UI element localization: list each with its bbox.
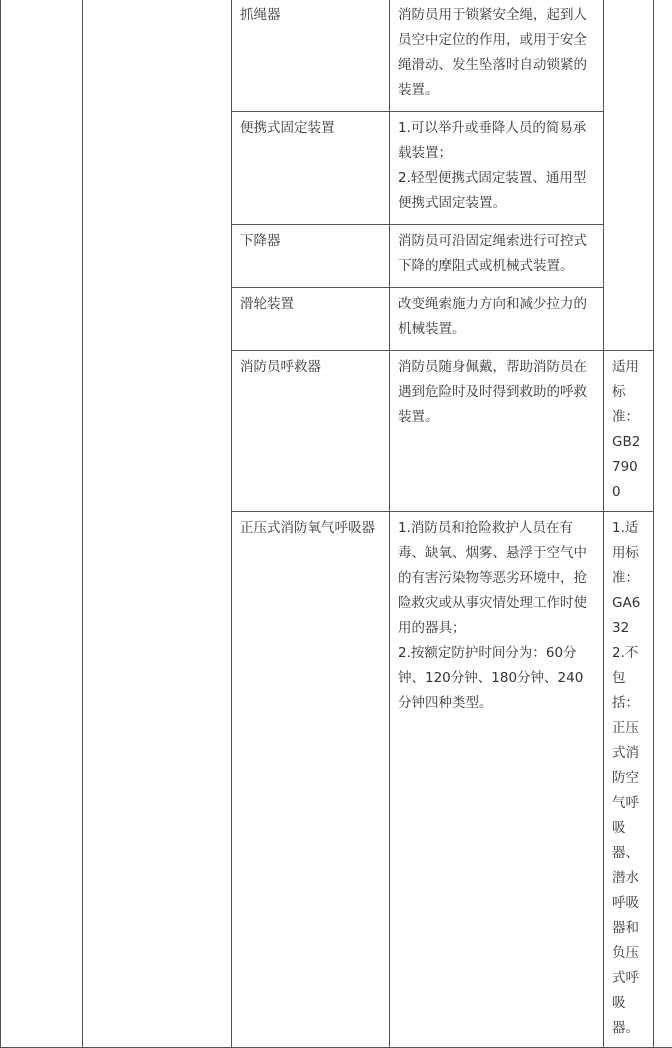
category-column: [83, 0, 232, 1048]
item-name-cell: [232, 351, 390, 512]
item-note-line: 2.不包括：正压式消防空气呼吸器、潜水呼吸器和负压式呼吸器。: [612, 641, 645, 1041]
item-desc-line: 消防员随身佩戴，帮助消防员在遇到危险时及时得到救助的呼救装置。: [398, 355, 595, 430]
item-name: 抓绳器: [240, 7, 281, 23]
item-name: 下降器: [240, 233, 281, 249]
item-desc-cell: [390, 351, 604, 512]
item-note-cell: [604, 0, 654, 351]
item-desc-cell: [390, 0, 604, 112]
blank-column: [1, 0, 83, 1048]
item-name-cell: [232, 112, 390, 225]
item-desc-cell: [390, 225, 604, 288]
item-name-cell: [232, 225, 390, 288]
item-name: 消防员呼救器: [240, 359, 321, 375]
item-note-line: 1.适用标准：GA632: [612, 516, 645, 641]
item-note-cell: [604, 512, 654, 1048]
item-desc-line: 2.按额定防护时间分为：60分钟、120分钟、180分钟、240分钟四种类型。: [398, 641, 595, 716]
item-name-cell: [232, 288, 390, 351]
table-row-0: [1, 0, 672, 112]
item-desc-cell: [390, 112, 604, 225]
item-note-line: 适用标准：GB27900: [612, 355, 645, 505]
item-desc-line: 改变绳索施力方向和减少拉力的机械装置。: [398, 292, 595, 342]
item-note-cell: [604, 351, 654, 512]
item-desc-line: 消防员用于锁紧安全绳，起到人员空中定位的作用，或用于安全绳滑动、发生坠落时自动锁紧的装置。: [398, 3, 595, 103]
item-name: 便携式固定装置: [240, 120, 335, 136]
item-name-cell: [232, 0, 390, 112]
item-desc-line: 消防员可沿固定绳索进行可控式下降的摩阻式或机械式装置。: [398, 229, 595, 279]
item-name: 正压式消防氧气呼吸器: [240, 520, 375, 536]
item-desc-cell: [390, 512, 604, 1048]
item-desc-cell: [390, 288, 604, 351]
item-desc-line: 1.消防员和抢险救护人员在有毒、缺氧、烟雾、悬浮于空气中的有害污染物等恶劣环境中，抢险救灾或从事灾情处理工作时使用的器具；: [398, 516, 595, 641]
item-desc-line: 1.可以举升或垂降人员的简易承载装置；: [398, 116, 595, 166]
item-name: 滑轮装置: [240, 296, 294, 312]
item-desc-line: 2.轻型便携式固定装置、通用型便携式固定装置。: [398, 166, 595, 216]
right-edge-column: [654, 0, 672, 1048]
item-name-cell: [232, 512, 390, 1048]
